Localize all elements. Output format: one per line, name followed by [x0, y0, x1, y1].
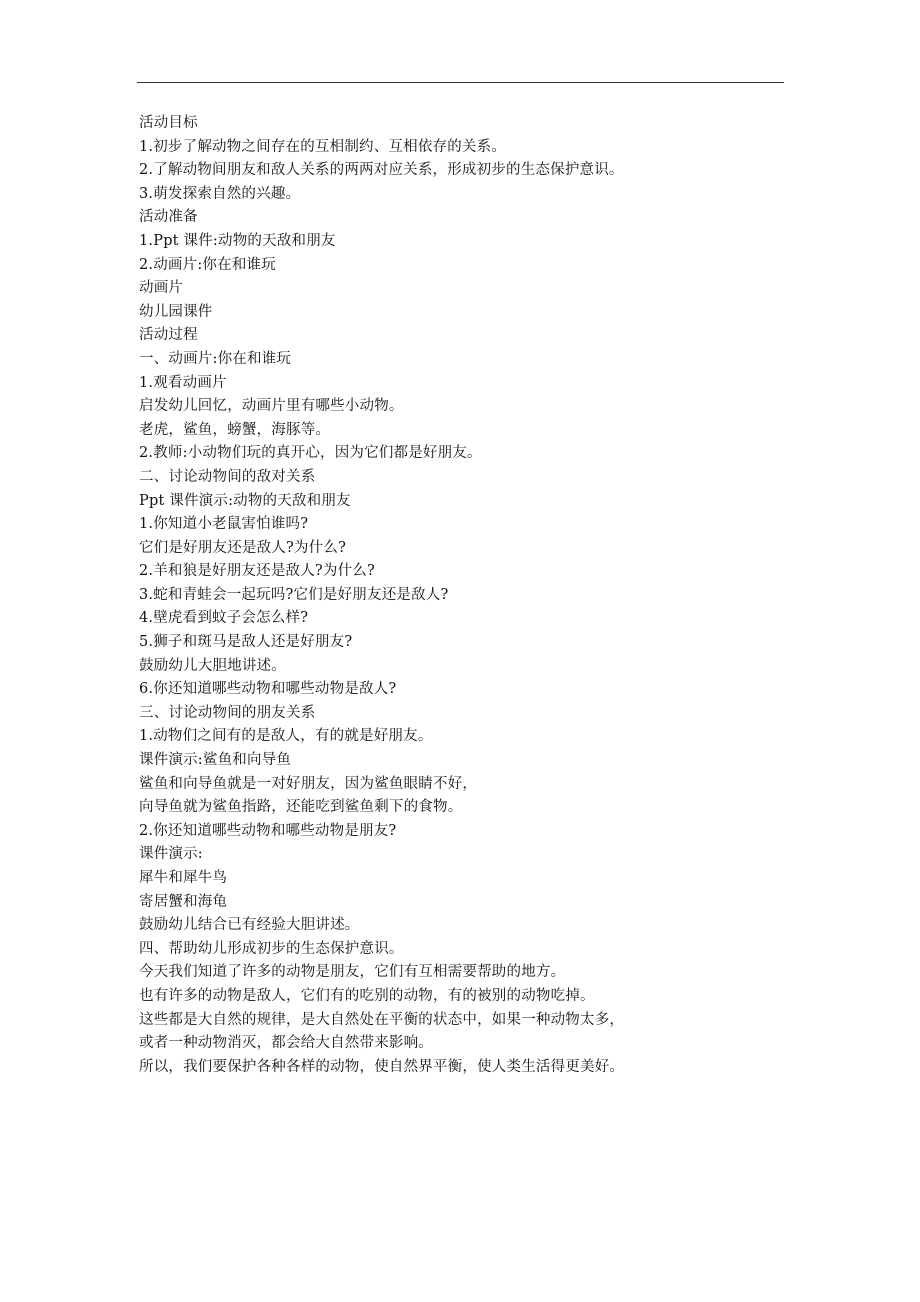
- text-line: 也有许多的动物是敌人，它们有的吃别的动物，有的被别的动物吃掉。: [139, 987, 595, 1004]
- text-line: 5.狮子和斑马是敌人还是好朋友?: [139, 634, 353, 651]
- text-line: 这些都是大自然的规律，是大自然处在平衡的状态中，如果一种动物太多，: [139, 1011, 625, 1028]
- text-line: 四、帮助幼儿形成初步的生态保护意识。: [139, 940, 404, 957]
- text-line: 1.观看动画片: [139, 374, 227, 391]
- text-line: 活动目标: [139, 115, 198, 131]
- text-line: 三、讨论动物间的朋友关系: [139, 704, 316, 721]
- text-line: 2.教师:小动物们玩的真开心，因为它们都是好朋友。: [139, 445, 482, 462]
- text-line: 1.你知道小老鼠害怕谁吗?: [139, 516, 309, 533]
- text-line: 寄居蟹和海龟: [139, 893, 228, 910]
- text-line: 1.初步了解动物之间存在的互相制约、互相依存的关系。: [139, 138, 507, 155]
- text-line: 它们是好朋友还是敌人?为什么?: [139, 539, 347, 556]
- text-line: 鼓励幼儿大胆地讲述。: [139, 657, 286, 674]
- document-body: [139, 112, 784, 1079]
- text-line: 向导鱼就为鲨鱼指路，还能吃到鲨鱼剩下的食物。: [139, 799, 463, 816]
- text-line: 鼓励幼儿结合已有经验大胆讲述。: [139, 917, 360, 934]
- text-line: 2.动画片:你在和谁玩: [139, 256, 276, 273]
- text-line: 1.Ppt 课件:动物的天敌和朋友: [139, 232, 336, 249]
- text-line: 二、讨论动物间的敌对关系: [139, 468, 316, 485]
- header-rule: [137, 82, 784, 83]
- text-line: 一、动画片:你在和谁玩: [139, 350, 292, 367]
- text-line: 鲨鱼和向导鱼就是一对好朋友，因为鲨鱼眼睛不好，: [139, 775, 478, 792]
- text-line: 或者一种动物消灭，都会给大自然带来影响。: [139, 1035, 433, 1052]
- text-line: 1.动物们之间有的是敌人，有的就是好朋友。: [139, 728, 433, 745]
- text-line: 活动过程: [139, 327, 198, 344]
- text-line: 3.蛇和青蛙会一起玩吗?它们是好朋友还是敌人?: [139, 586, 449, 603]
- text-line: 4.壁虎看到蚊子会怎么样?: [139, 610, 309, 627]
- text-line: Ppt 课件演示:动物的天敌和朋友: [139, 492, 351, 509]
- text-line: 犀牛和犀牛鸟: [139, 870, 228, 886]
- text-line: 所以，我们要保护各种各样的动物，使自然界平衡，使人类生活得更美好。: [139, 1058, 625, 1075]
- text-line: 幼儿园课件: [139, 303, 213, 320]
- text-line: 活动准备: [139, 209, 198, 226]
- text-line: 动画片: [139, 280, 184, 297]
- text-line: 启发幼儿回忆，动画片里有哪些小动物。: [139, 398, 404, 415]
- text-line: 3.萌发探索自然的兴趣。: [139, 185, 301, 202]
- text-line: 课件演示:鲨鱼和向导鱼: [139, 752, 292, 769]
- text-line: 老虎，鲨鱼，螃蟹，海豚等。: [139, 421, 331, 438]
- text-line: 课件演示:: [139, 846, 203, 863]
- text-line: 6.你还知道哪些动物和哪些动物是敌人?: [139, 681, 397, 698]
- text-line: 2.你还知道哪些动物和哪些动物是朋友?: [139, 822, 397, 839]
- text-line: 2.羊和狼是好朋友还是敌人?为什么?: [139, 563, 375, 580]
- text-line: 今天我们知道了许多的动物是朋友，它们有互相需要帮助的地方。: [139, 964, 566, 981]
- text-line: 2.了解动物间朋友和敌人关系的两两对应关系，形成初步的生态保护意识。: [139, 162, 624, 179]
